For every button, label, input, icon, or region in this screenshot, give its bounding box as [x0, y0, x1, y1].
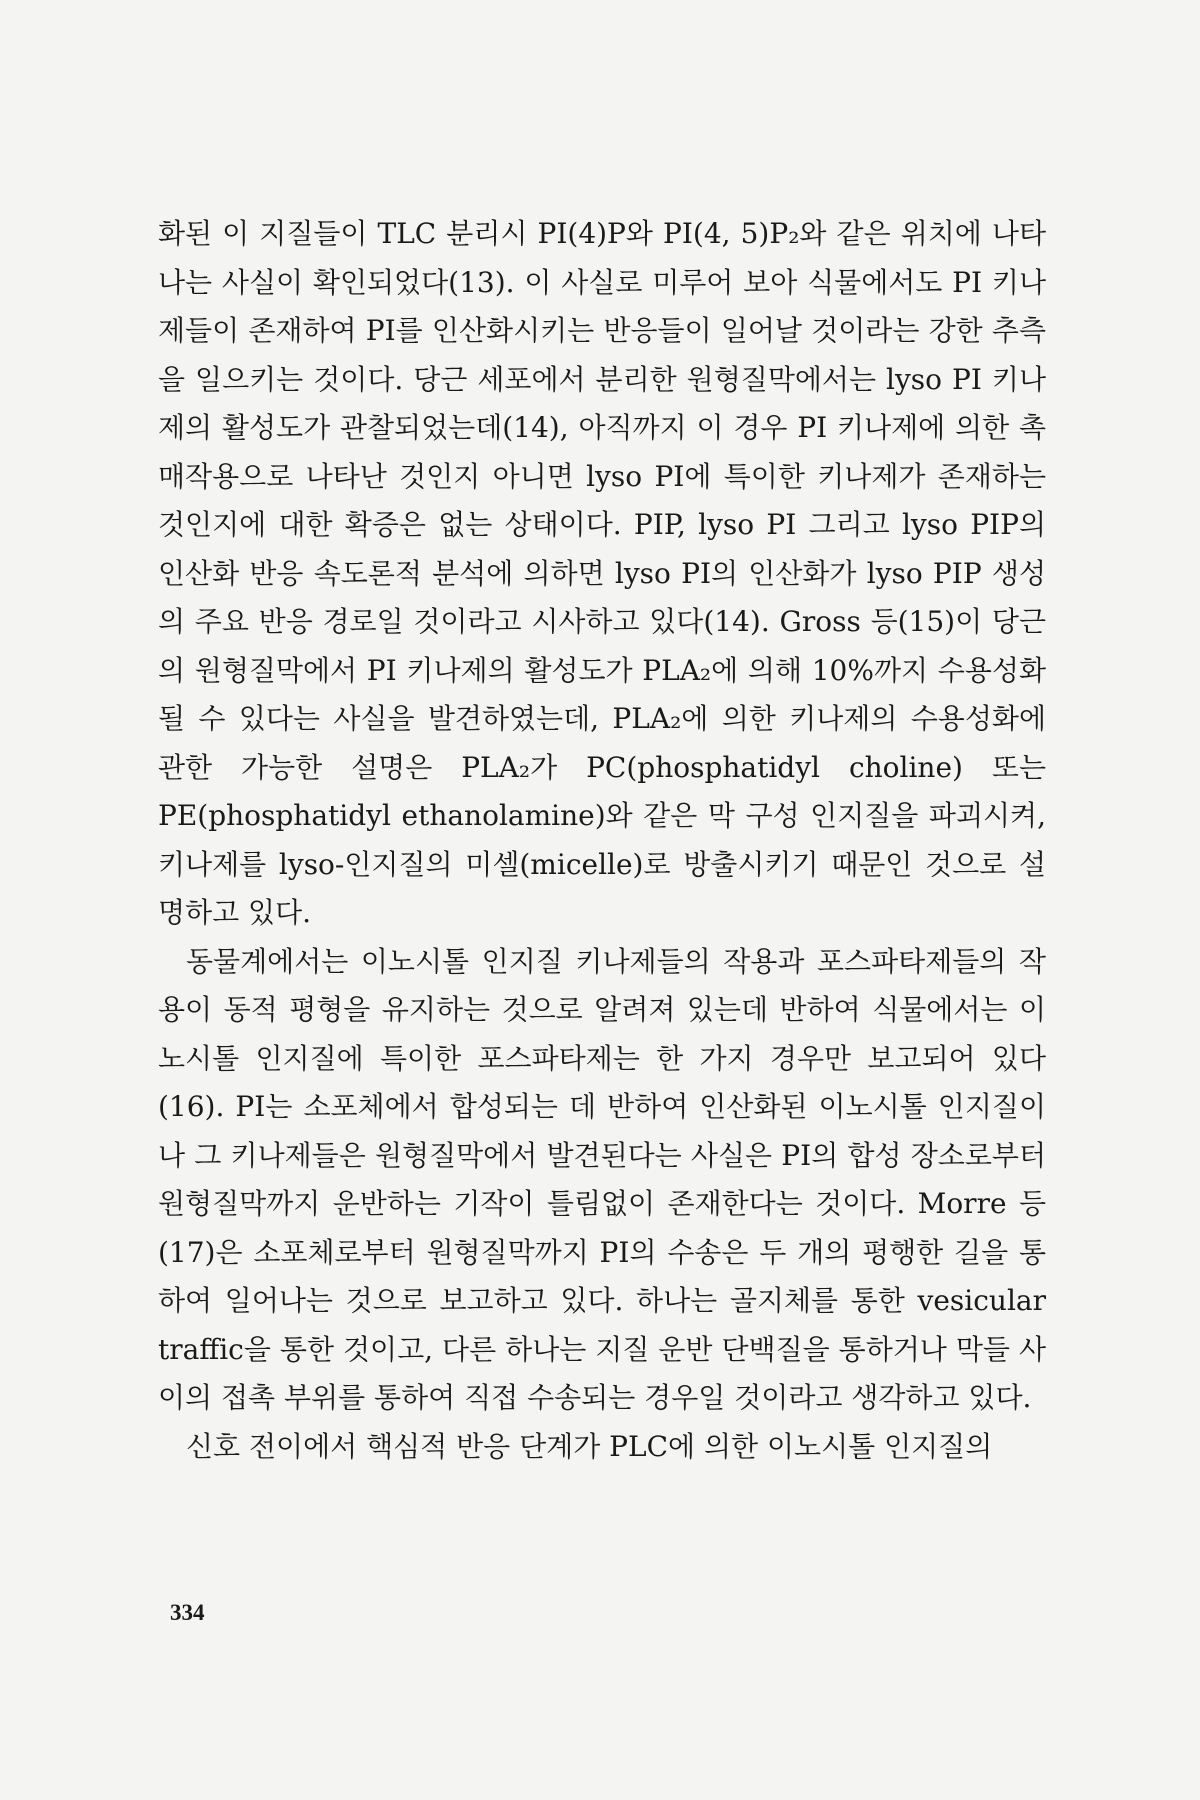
paragraph-continued: 화된 이 지질들이 TLC 분리시 PI(4)P와 PI(4, 5)P₂와 같은 위치에 나타나는 사실이 확인되었다(13). 이 사실로 미루어 보아 식물에서도 PI 키나제들이 존재하여 PI를 인산화시키는 반응들이 일어날 것이라는 강한 추측을 일으키는 것이다. 당근 세포에서 분리한 원형질막에서는 lyso PI 키나제의 활성도가 관찰되었는데(14), 아직까지 이 경우 PI 키나제에 의한 촉매작용으로 나타난 것인지 아니면 lyso PI에 특이한 키나제가 존재하는 것인지에 대한 확증은 없는 상태이다. PIP, lyso PI 그리고 lyso PIP의 인산화 반응 속도론적 분석에 의하면 lyso PI의 인산화가 lyso PIP 생성의 주요 반응 경로일 것이라고 시사하고 있다(14). Gross 등(15)이 당근의 원형질막에서 PI 키나제의 활성도가 PLA₂에 의해 10%까지 수용성화될 수 있다는 사실을 발견하였는데, PLA₂에 의한 키나제의 수용성화에 관한 가능한 설명은 PLA₂가 PC(phosphatidyl choline) 또는 PE(phosphatidyl ethanolamine)와 같은 막 구성 인지질을 파괴시켜, 키나제를 lyso-인지질의 미셀(micelle)로 방출시키기 때문인 것으로 설명하고 있다. — [158, 217, 1046, 929]
page-number: 334 — [170, 1600, 205, 1625]
paragraph-inositol-kinases: 동물계에서는 이노시톨 인지질 키나제들의 작용과 포스파타제들의 작용이 동적 평형을 유지하는 것으로 알려져 있는데 반하여 식물에서는 이노시톨 인지질에 특이한 포스파타제는 한 가지 경우만 보고되어 있다(16). PI는 소포체에서 합성되는 데 반하여 인산화된 이노시톨 인지질이나 그 키나제들은 원형질막에서 발견된다는 사실은 PI의 합성 장소로부터 원형질막까지 운반하는 기작이 틀림없이 존재한다는 것이다. Morre 등(17)은 소포체로부터 원형질막까지 PI의 수송은 두 개의 평행한 길을 통하여 일어나는 것으로 보고하고 있다. 하나는 골지체를 통한 vesicular traffic을 통한 것이고, 다른 하나는 지질 운반 단백질을 통하거나 막들 사이의 접촉 부위를 통하여 직접 수송되는 경우일 것이라고 생각하고 있다. — [158, 944, 1046, 1414]
body-text — [158, 210, 1046, 1471]
paragraph-signal-transduction: 신호 전이에서 핵심적 반응 단계가 PLC에 의한 이노시톨 인지질의 — [186, 1429, 993, 1463]
